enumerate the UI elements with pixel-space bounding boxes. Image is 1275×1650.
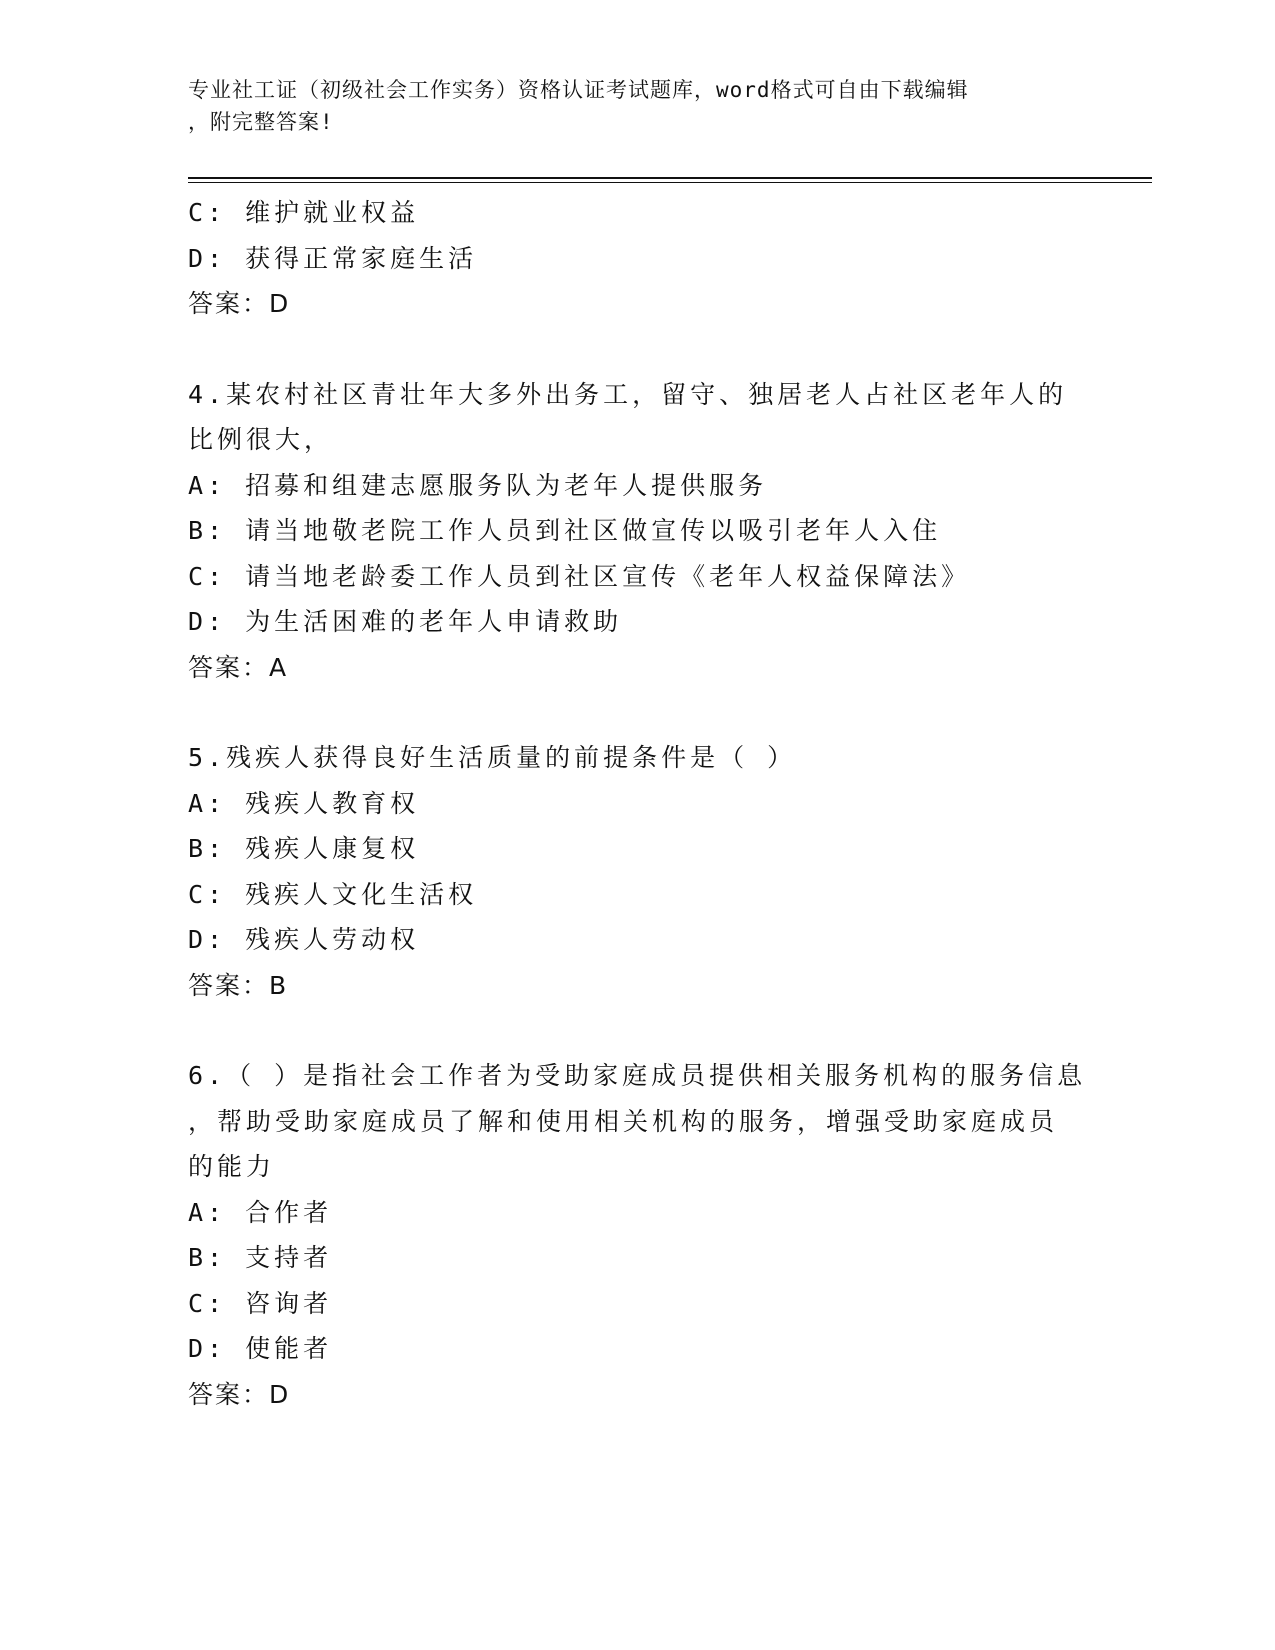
- q3-option-d: D: 获得正常家庭生活: [188, 243, 478, 273]
- q6-stem-line-3: 的能力: [188, 1152, 276, 1181]
- q5-option-d: D: 残疾人劳动权: [188, 925, 420, 954]
- header-line-1: 专业社工证（初级社会工作实务）资格认证考试题库，word格式可自由下载编辑: [188, 78, 969, 102]
- q6-option-a: A: 合作者: [188, 1197, 333, 1227]
- q4-stem-line-2: 比例很大，: [188, 425, 334, 454]
- question-4: [188, 372, 1088, 691]
- q6-answer: 答案：D: [188, 1379, 291, 1409]
- q6-option-c: C: 咨询者: [188, 1288, 333, 1318]
- question-gap: [188, 690, 1088, 735]
- q6-stem-line-1: 6.（ ）是指社会工作者为受助家庭成员提供相关服务机构的服务信息: [188, 1061, 1087, 1090]
- q6-option-d: D: 使能者: [188, 1334, 333, 1363]
- header-divider-thin: [188, 182, 1152, 183]
- q6-option-b: B: 支持者: [188, 1243, 333, 1272]
- q4-option-b: B: 请当地敬老院工作人员到社区做宣传以吸引老年人入住: [188, 516, 942, 545]
- q4-answer: 答案：A: [188, 652, 289, 682]
- q4-option-d: D: 为生活困难的老年人申请救助: [188, 607, 623, 636]
- header-divider-thick: [188, 177, 1152, 179]
- q3-answer: 答案：D: [188, 289, 291, 318]
- header-line-2: ，附完整答案!: [188, 110, 334, 134]
- q3-option-c: C: 维护就业权益: [188, 198, 420, 227]
- q5-option-b: B: 残疾人康复权: [188, 834, 420, 863]
- question-6: [188, 1053, 1088, 1417]
- q4-option-c: C: 请当地老龄委工作人员到社区宣传《老年人权益保障法》: [188, 561, 971, 591]
- q5-option-c: C: 残疾人文化生活权: [188, 879, 478, 909]
- page-header: [188, 74, 1068, 138]
- q5-answer: 答案：B: [188, 970, 289, 1000]
- q4-stem-line-1: 4.某农村社区青壮年大多外出务工，留守、独居老人占社区老年人的: [188, 379, 1068, 409]
- question-gap: [188, 327, 1088, 372]
- q4-option-a: A: 招募和组建志愿服务队为老年人提供服务: [188, 470, 768, 500]
- question-5: [188, 735, 1088, 1008]
- q5-stem-line-1: 5.残疾人获得良好生活质量的前提条件是（ ）: [188, 743, 797, 772]
- question-gap: [188, 1008, 1088, 1053]
- q6-stem-line-2: ，帮助受助家庭成员了解和使用相关机构的服务，增强受助家庭成员: [188, 1106, 1059, 1136]
- q5-option-a: A: 残疾人教育权: [188, 788, 420, 818]
- question-3-tail: [188, 190, 1088, 327]
- question-list: [188, 190, 1088, 1417]
